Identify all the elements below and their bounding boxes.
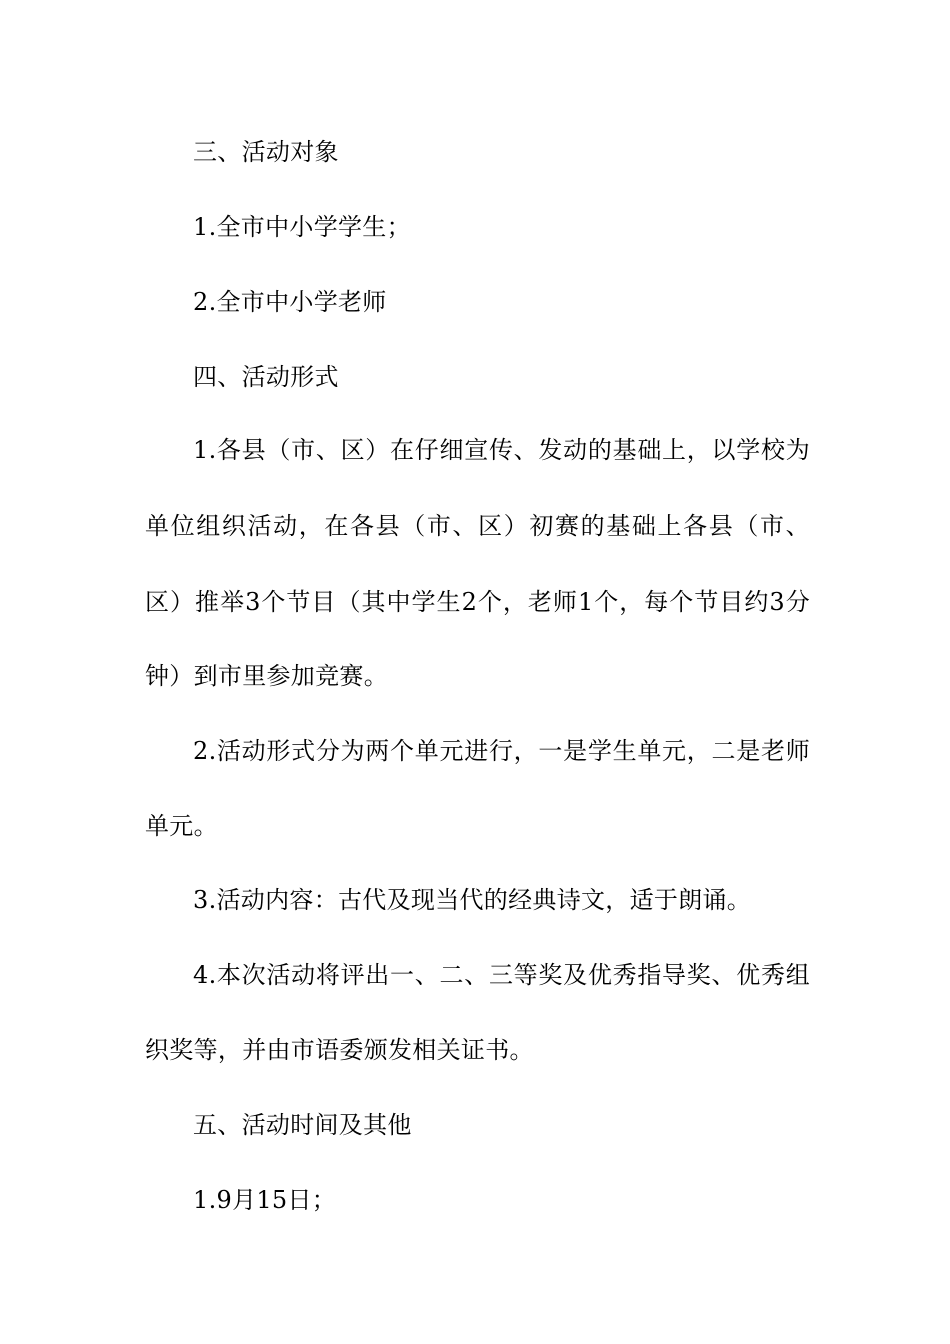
paragraph-line: 区）推举3个节目（其中学生2个，老师1个，每个节目约3分 [145, 588, 810, 616]
list-item: 2.全市中小学老师 [193, 288, 387, 316]
paragraph-line: 钟）到市里参加竞赛。 [145, 662, 388, 690]
section-heading-5: 五、活动时间及其他 [193, 1111, 412, 1139]
paragraph-line: 1.各县（市、区）在仔细宣传、发动的基础上，以学校为 [193, 436, 810, 464]
paragraph-line: 单位组织活动，在各县（市、区）初赛的基础上各县（市、 [145, 512, 810, 540]
paragraph-line: 2.活动形式分为两个单元进行，一是学生单元，二是老师 [193, 737, 810, 765]
paragraph-line: 织奖等，并由市语委颁发相关证书。 [145, 1036, 534, 1064]
paragraph-line: 单元。 [145, 812, 218, 840]
list-item: 1.9月15日； [193, 1186, 337, 1214]
list-item: 3.活动内容：古代及现当代的经典诗文，适于朗诵。 [193, 886, 752, 914]
section-heading-4: 四、活动形式 [193, 363, 339, 391]
section-heading-3: 三、活动对象 [193, 138, 339, 166]
list-item: 1.全市中小学学生； [193, 213, 411, 241]
paragraph-line: 4.本次活动将评出一、二、三等奖及优秀指导奖、优秀组 [193, 961, 810, 989]
